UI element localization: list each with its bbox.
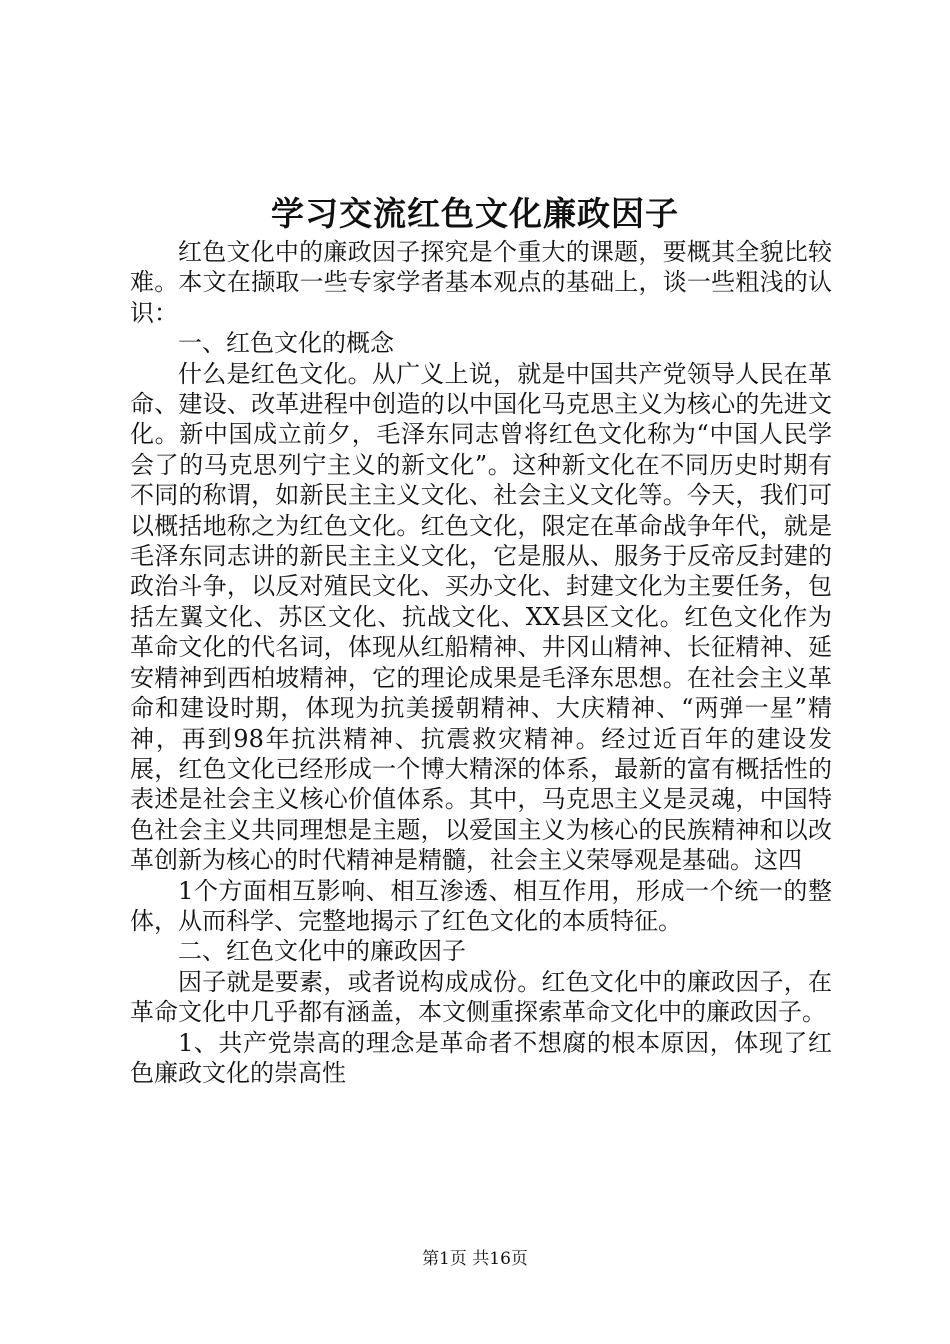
page-number-footer: 第1页 共16页 (422, 1249, 528, 1269)
subsection-heading-1: 1、共产党崇高的理念是革命者不想腐的根本原因，体现了红色廉政文化的崇高性 (130, 1028, 832, 1087)
document-body (130, 237, 832, 1088)
paragraph-intro: 红色文化中的廉政因子探究是个重大的课题，要概其全貌比较难。本文在撷取一些专家学者基本观点的基础上，谈一些粗浅的认识： (130, 238, 832, 327)
paragraph-factors: 因子就是要素，或者说构成成份。红色文化中的廉政因子，在革命文化中几乎都有涵盖，本文侧重探索革命文化中的廉政因子。 (130, 967, 832, 1027)
section-heading-2: 二、红色文化中的廉政因子 (178, 937, 466, 966)
paragraph-continuation: 1个方面相互影响、相互渗透、相互作用，形成一个统一的整体，从而科学、完整地揭示了红色文化的本质特征。 (130, 876, 832, 935)
section-heading-1: 一、红色文化的概念 (178, 329, 394, 358)
document-title: 学习交流红色文化廉政因子 (271, 194, 679, 233)
paragraph-concept: 什么是红色文化。从广义上说，就是中国共产党领导人民在革命、建设、改革进程中创造的以中国化马克思主义为核心的先进文化。新中国成立前夕，毛泽东同志曾将红色文化称为“中国人民学会了的马克思列宁主义的新文化”。这种新文化在不同历史时期有不同的称谓，如新民主主义文化、社会主义文化等。今天，我们可以概括地称之为红色文化。红色文化，限定在革命战争年代，就是毛泽东同志讲的新民主主义文化，它是服从、服务于反帝反封建的政治斗争，以反对殖民文化、买办文化、封建文化为主要任务，包括左翼文化、苏区文化、抗战文化、XX县区文化。红色文化作为革命文化的代名词，体现从红船精神、井冈山精神、长征精神、延安精神到西柏坡精神，它的理论成果是毛泽东思想。在社会主义革命和建设时期，体现为抗美援朝精神、大庆精神、“两弹一星”精神，再到98年抗洪精神、抗震救灾精神。经过近百年的建设发展，红色文化已经形成一个博大精深的体系，最新的富有概括性的表述是社会主义核心价值体系。其中，马克思主义是灵魂，中国特色社会主义共同理想是主题，以爱国主义为核心的民族精神和以改革创新为核心的时代精神是精髓，社会主义荣辱观是基础。这四 (130, 359, 832, 875)
